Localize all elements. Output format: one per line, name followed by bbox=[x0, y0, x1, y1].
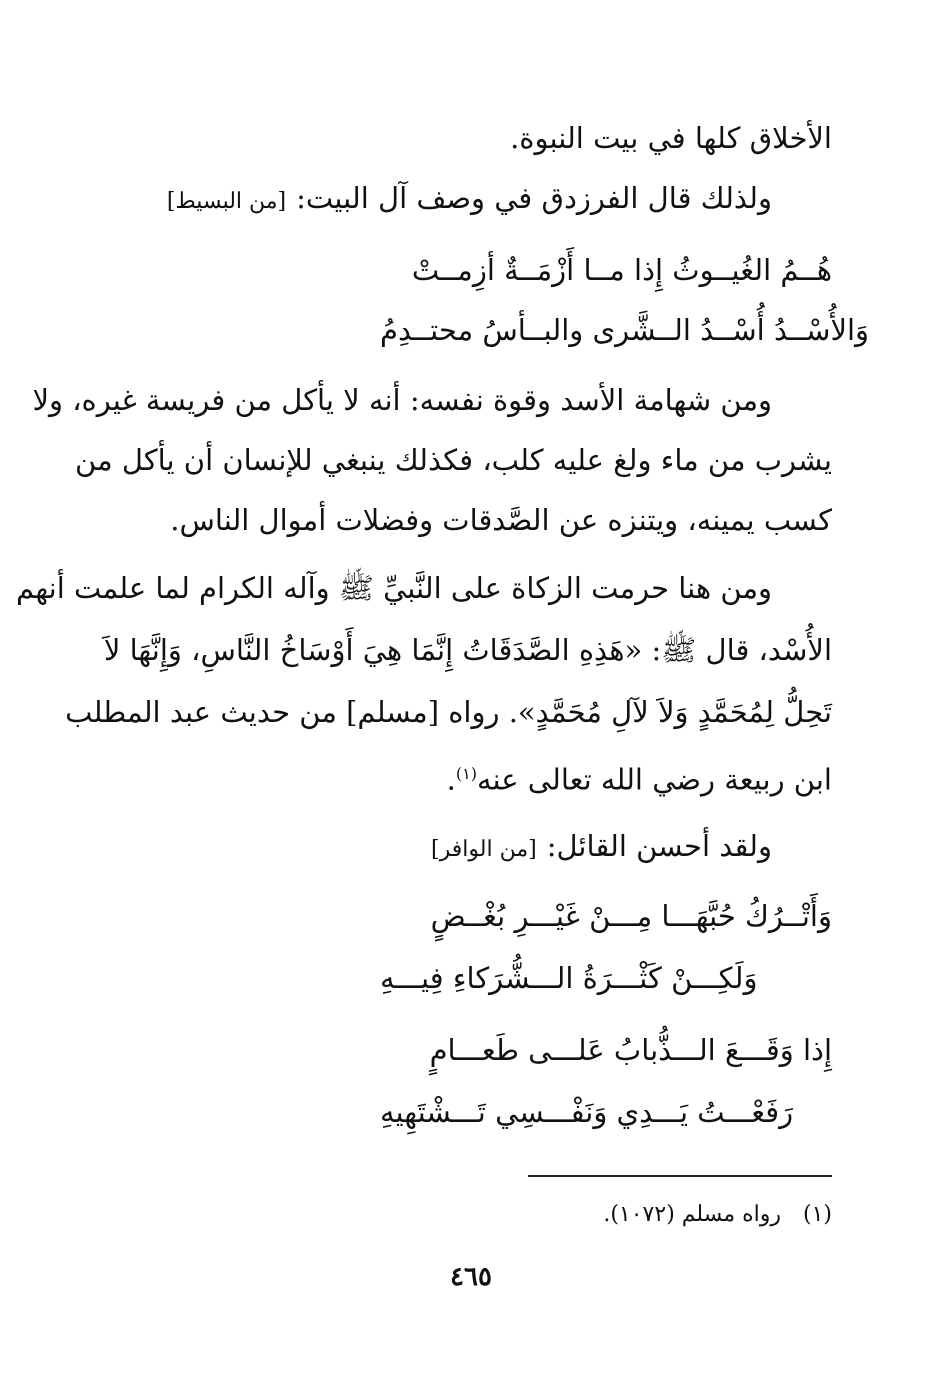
text-fragment: ابن ربيعة رضي الله تعالى عنه bbox=[476, 762, 832, 797]
footnote-reference: (١) bbox=[455, 764, 477, 783]
text-fragment: . bbox=[446, 762, 456, 797]
verse-hemistich: هُــمُ الغُيــوثُ إِذا مــا أَزْمَــةٌ أزِمــتْ bbox=[411, 253, 832, 287]
footnote-number: (١) bbox=[802, 1202, 832, 1227]
text-line: كسب يمينه، ويتنزه عن الصَّدقات وفضلات أموال الناس. bbox=[170, 503, 832, 537]
meter-label: [من الوافر] bbox=[431, 837, 537, 862]
text-line: تَحِلُّ لِمُحَمَّدٍ وَلاَ لآلِ مُحَمَّدٍ». رواه [مسلم] من حديث عبد المطلب bbox=[65, 695, 832, 729]
text-line bbox=[167, 178, 772, 222]
text-line: يشرب من ماء ولغ عليه كلب، فكذلك ينبغي للإنسان أن يأكل من bbox=[75, 443, 832, 477]
text-line bbox=[431, 826, 772, 870]
verse-hemistich: وَلَكِـــنْ كَثْـــرَةُ الـــشُّرَكاءِ فِيـــهِ bbox=[380, 961, 758, 995]
text-line: الأُسْد، قال ﷺ: «هَذِهِ الصَّدَقَاتُ إِنَّمَا هِيَ أَوْسَاخُ النَّاسِ، وَإِنَّهَا لاَ bbox=[103, 633, 832, 667]
verse-hemistich: وَأَتْــرُكُ حُبَّهَـــا مِـــنْ غَيْـــرِ بُغْــضٍ bbox=[430, 899, 832, 933]
text-line: ومن هنا حرمت الزكاة على النَّبيِّ ﷺ وآله الكرام لما علمت أنهم bbox=[16, 571, 772, 605]
footnote-text: رواه مسلم (١٠٧٢). bbox=[603, 1202, 781, 1227]
text-line: ومن شهامة الأسد وقوة نفسه: أنه لا يأكل من فريسة غيره، ولا bbox=[32, 383, 772, 417]
intro-text: ولقد أحسن القائل: bbox=[546, 829, 772, 863]
intro-text: ولذلك قال الفرزدق في وصف آل البيت: bbox=[296, 181, 772, 215]
page-number: ٤٦٥ bbox=[450, 1262, 492, 1292]
text-line bbox=[447, 754, 832, 800]
verse-hemistich: رَفَعْـــتُ يَـــدِي وَنَفْـــسِي تَـــشْتَهِيهِ bbox=[380, 1095, 794, 1129]
footnote bbox=[603, 1200, 832, 1230]
footnote-divider bbox=[528, 1175, 832, 1177]
meter-label: [من البسيط] bbox=[166, 189, 287, 214]
verse-hemistich: وَالأُسْــدُ أُسْــدُ الــشَّرى والبــأسُ محتــدِمُ bbox=[380, 313, 870, 347]
text-line: الأخلاق كلها في بيت النبوة. bbox=[510, 121, 832, 155]
verse-hemistich: إِذا وَقَـــعَ الـــذُّبابُ عَلـــى طَعـــامٍ bbox=[429, 1033, 832, 1067]
